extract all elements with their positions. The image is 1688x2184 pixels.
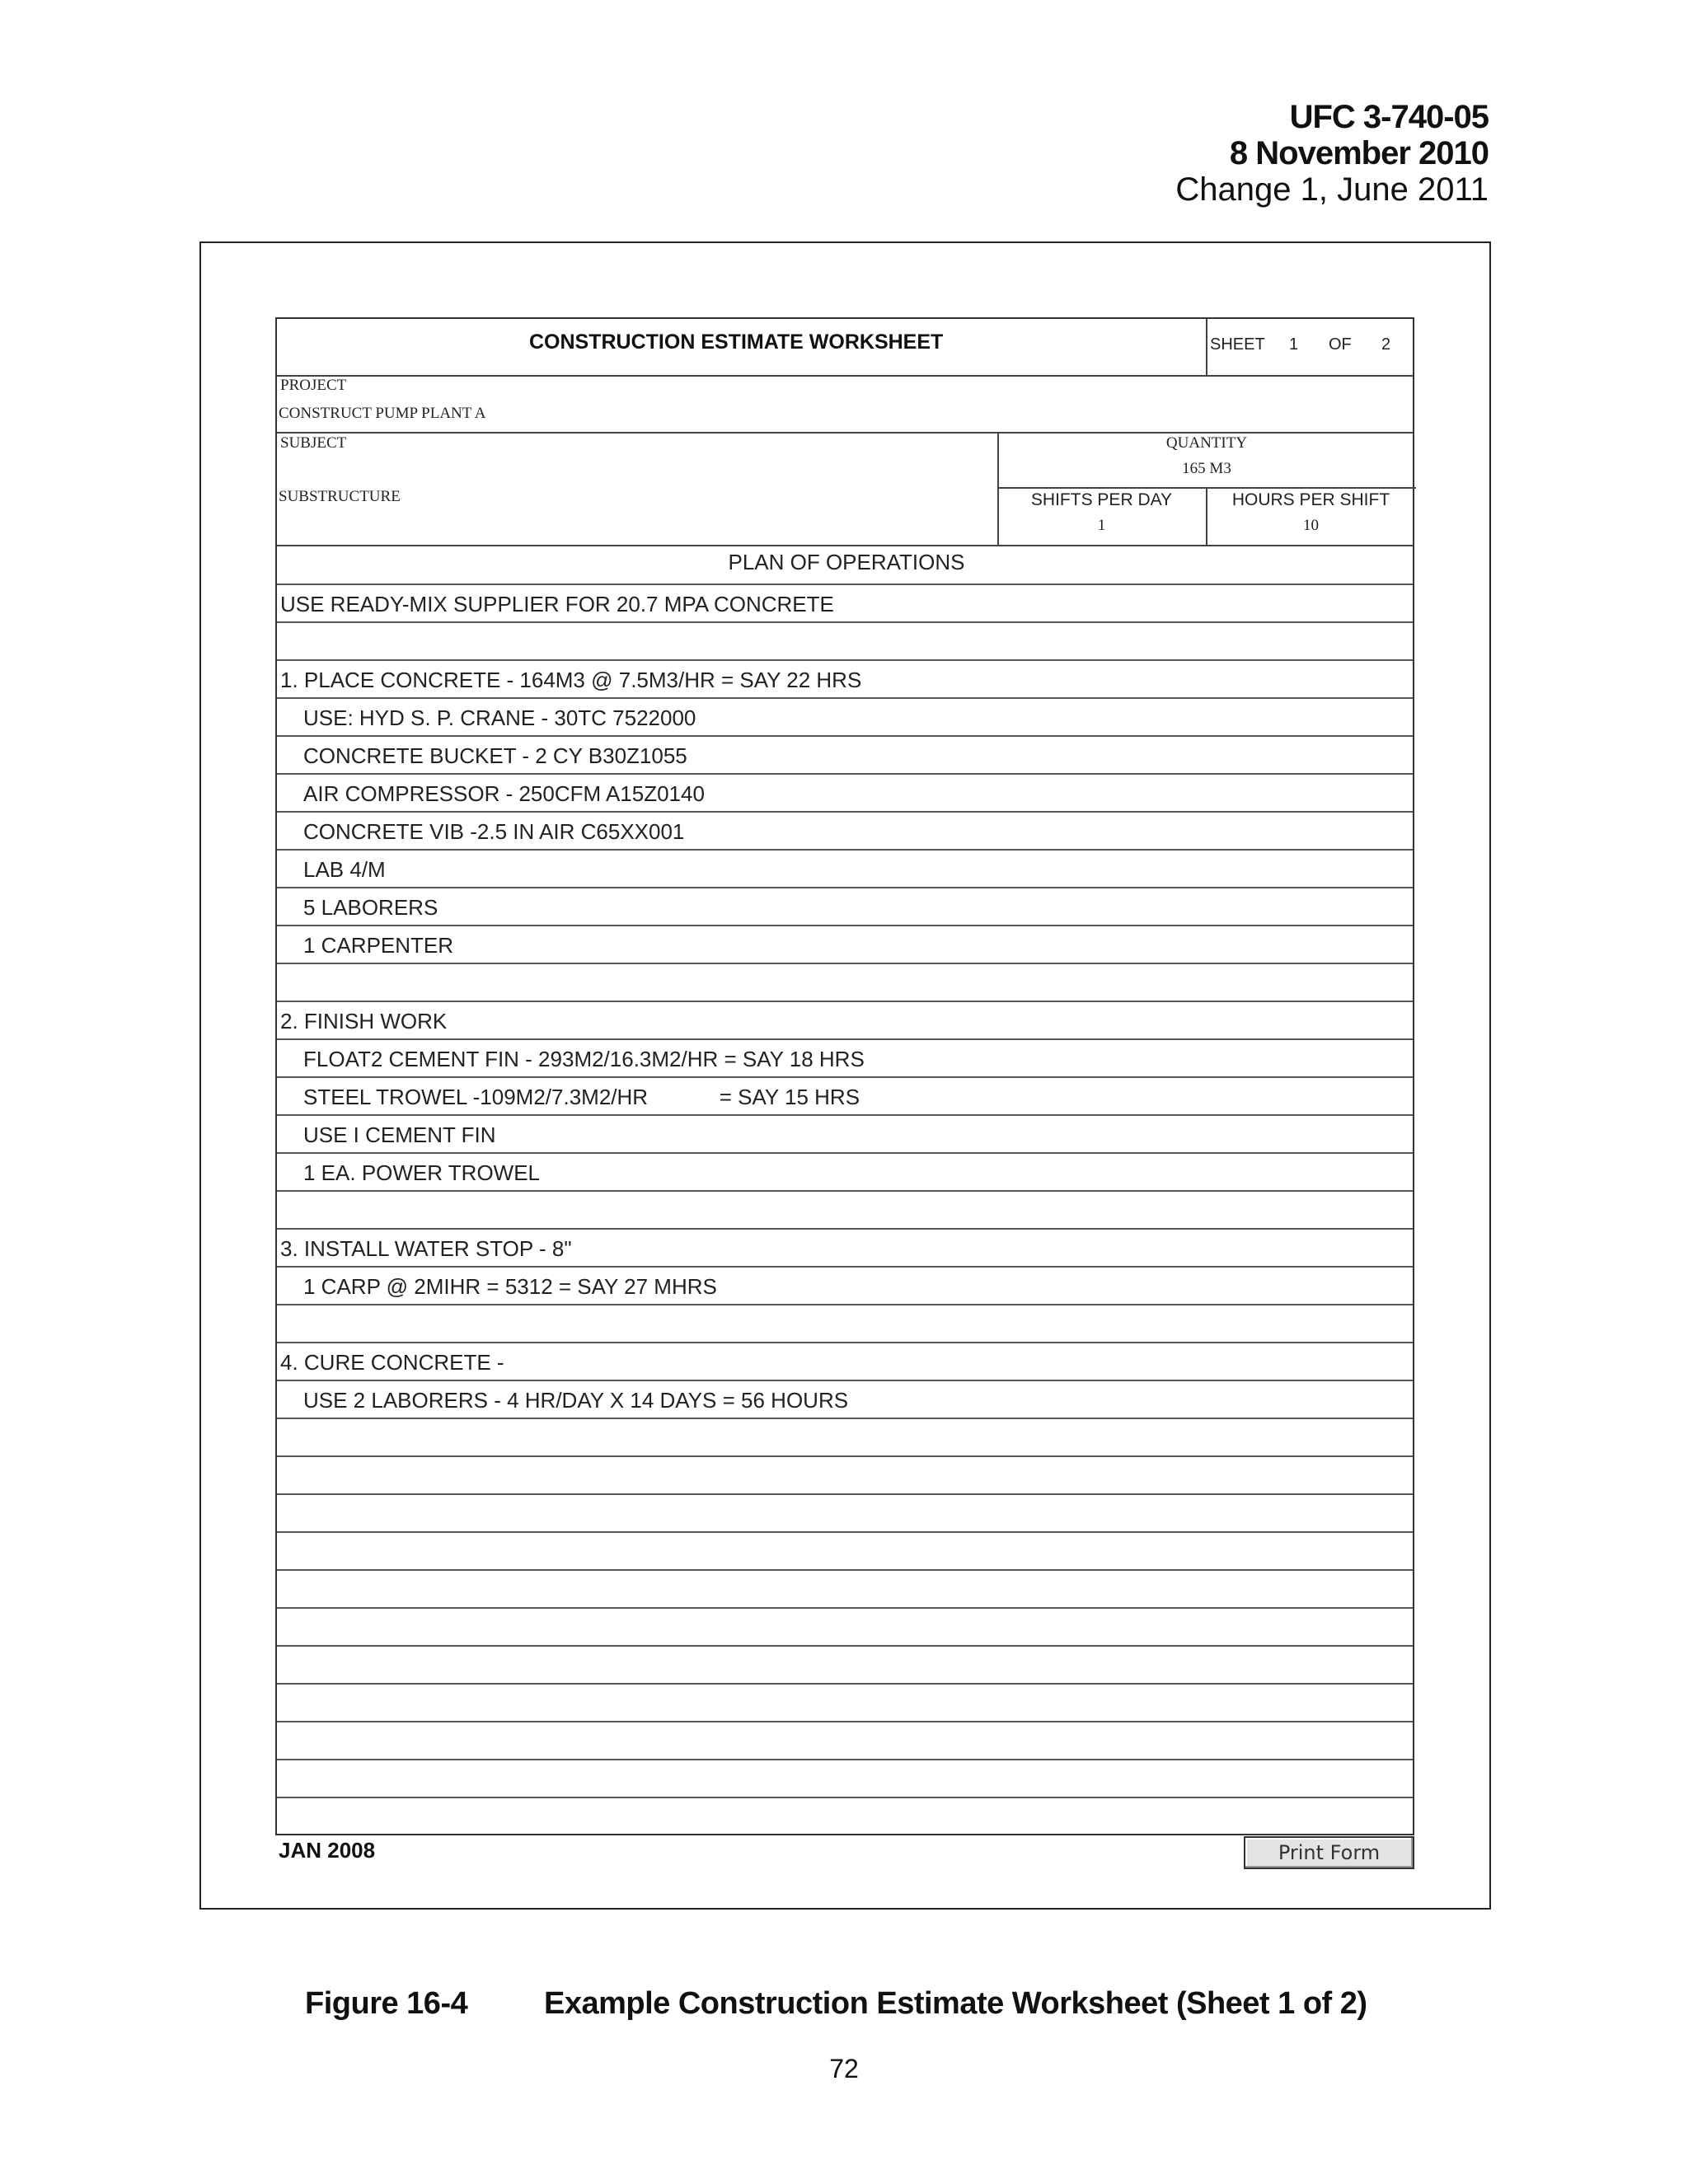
plan-line-row[interactable] xyxy=(277,1569,1413,1607)
hours-per-shift-label: HOURS PER SHIFT xyxy=(1231,490,1390,509)
plan-line-row[interactable] xyxy=(277,1076,1413,1114)
plan-line-text: USE I CEMENT FIN xyxy=(303,1122,496,1147)
plan-line-row[interactable] xyxy=(277,963,1413,1001)
figure-number: Figure 16-4 xyxy=(305,1986,468,2021)
plan-line-row[interactable] xyxy=(277,1531,1413,1569)
shifts-per-day-label: SHIFTS PER DAY xyxy=(1030,490,1173,509)
plan-line-row[interactable] xyxy=(277,1001,1413,1038)
plan-line-text: 4. CURE CONCRETE - xyxy=(280,1350,504,1375)
plan-line-row[interactable] xyxy=(277,1114,1413,1152)
project-label: PROJECT xyxy=(280,377,347,394)
plan-line-row[interactable] xyxy=(277,1683,1413,1721)
plan-line-row[interactable] xyxy=(277,1038,1413,1076)
plan-line-text: STEEL TROWEL -109M2/7.3M2/HR = SAY 15 HRS xyxy=(303,1085,860,1109)
plan-line-row[interactable] xyxy=(277,621,1413,659)
of-label: OF xyxy=(1329,335,1352,354)
plan-line-text: 5 LABORERS xyxy=(303,895,438,920)
plan-line-row[interactable] xyxy=(277,583,1413,621)
plan-line-text: CONCRETE BUCKET - 2 CY B30Z1055 xyxy=(303,743,687,768)
plan-line-row[interactable] xyxy=(277,849,1413,887)
plan-line-row[interactable] xyxy=(277,1418,1413,1455)
plan-line-text: 1 CARP @ 2MIHR = 5312 = SAY 27 MHRS xyxy=(303,1274,717,1299)
sheet-total[interactable]: 2 xyxy=(1381,335,1391,354)
plan-line-text: 2. FINISH WORK xyxy=(280,1009,448,1033)
plan-line-row[interactable] xyxy=(277,1152,1413,1190)
form-title: CONSTRUCTION ESTIMATE WORKSHEET xyxy=(529,330,944,354)
plan-line-row[interactable] xyxy=(277,697,1413,735)
quantity-label: QUANTITY xyxy=(1165,434,1248,452)
plan-line-row[interactable] xyxy=(277,1228,1413,1266)
plan-line-row[interactable] xyxy=(277,1190,1413,1228)
plan-line-row[interactable] xyxy=(277,1607,1413,1645)
plan-line-row[interactable] xyxy=(277,659,1413,697)
plan-line-text: LAB 4/M xyxy=(303,857,386,882)
plan-line-row[interactable] xyxy=(277,925,1413,963)
plan-line-text: 3. INSTALL WATER STOP - 8" xyxy=(280,1236,572,1261)
plan-line-text: USE: HYD S. P. CRANE - 30TC 7522000 xyxy=(303,705,696,730)
plan-line-row[interactable] xyxy=(277,811,1413,849)
project-field[interactable]: CONSTRUCT PUMP PLANT A xyxy=(279,405,486,422)
title-divider xyxy=(1206,319,1207,375)
plan-line-row[interactable] xyxy=(277,1759,1413,1797)
doc-date: 8 November 2010 xyxy=(1229,135,1489,171)
form-date: JAN 2008 xyxy=(279,1838,376,1863)
plan-line-row[interactable] xyxy=(277,1493,1413,1531)
subject-field[interactable]: SUBSTRUCTURE xyxy=(279,488,401,505)
plan-line-row[interactable] xyxy=(277,1380,1413,1418)
sheet-label: SHEET xyxy=(1210,335,1265,354)
plan-line-row[interactable] xyxy=(277,1797,1413,1835)
doc-change: Change 1, June 2011 xyxy=(1175,171,1489,208)
plan-line-row[interactable] xyxy=(277,1342,1413,1380)
sheet-number[interactable]: 1 xyxy=(1289,335,1299,354)
quantity-field[interactable]: 165 M3 xyxy=(1182,460,1231,477)
plan-line-text: FLOAT2 CEMENT FIN - 293M2/16.3M2/HR = SAY 18 HRS xyxy=(303,1047,865,1071)
plan-of-operations-heading: PLAN OF OPERATIONS xyxy=(728,550,965,574)
plan-line-row[interactable] xyxy=(277,1304,1413,1342)
hours-per-shift-field[interactable]: 10 xyxy=(1303,517,1319,534)
plan-line-row[interactable] xyxy=(277,1645,1413,1683)
shifts-per-day-field[interactable]: 1 xyxy=(1097,517,1106,534)
doc-id: UFC 3-740-05 xyxy=(1289,99,1489,135)
subject-label: SUBJECT xyxy=(280,434,347,452)
plan-line-row[interactable] xyxy=(277,773,1413,811)
plan-line-text: CONCRETE VIB -2.5 IN AIR C65XX001 xyxy=(303,819,685,844)
plan-line-row[interactable] xyxy=(277,735,1413,773)
plan-line-text: 1. PLACE CONCRETE - 164M3 @ 7.5M3/HR = SAY 22 HRS xyxy=(280,668,862,692)
plan-line-row[interactable] xyxy=(277,1721,1413,1759)
figure-caption: Example Construction Estimate Worksheet (Sheet 1 of 2) xyxy=(544,1986,1367,2021)
plan-line-text: USE READY-MIX SUPPLIER FOR 20.7 MPA CONCRETE xyxy=(280,592,834,616)
estimate-worksheet-form xyxy=(275,317,1414,1835)
plan-line-row[interactable] xyxy=(277,1266,1413,1304)
plan-line-row[interactable] xyxy=(277,1455,1413,1493)
page-number: 72 xyxy=(829,2054,859,2083)
plan-line-text: 1 EA. POWER TROWEL xyxy=(303,1160,541,1185)
plan-line-text: USE 2 LABORERS - 4 HR/DAY X 14 DAYS = 56 HOURS xyxy=(303,1388,849,1413)
plan-line-text: 1 CARPENTER xyxy=(303,933,454,958)
plan-line-row[interactable] xyxy=(277,887,1413,925)
plan-line-text: AIR COMPRESSOR - 250CFM A15Z0140 xyxy=(303,781,705,806)
print-form-button[interactable]: Print Form xyxy=(1244,1836,1414,1869)
